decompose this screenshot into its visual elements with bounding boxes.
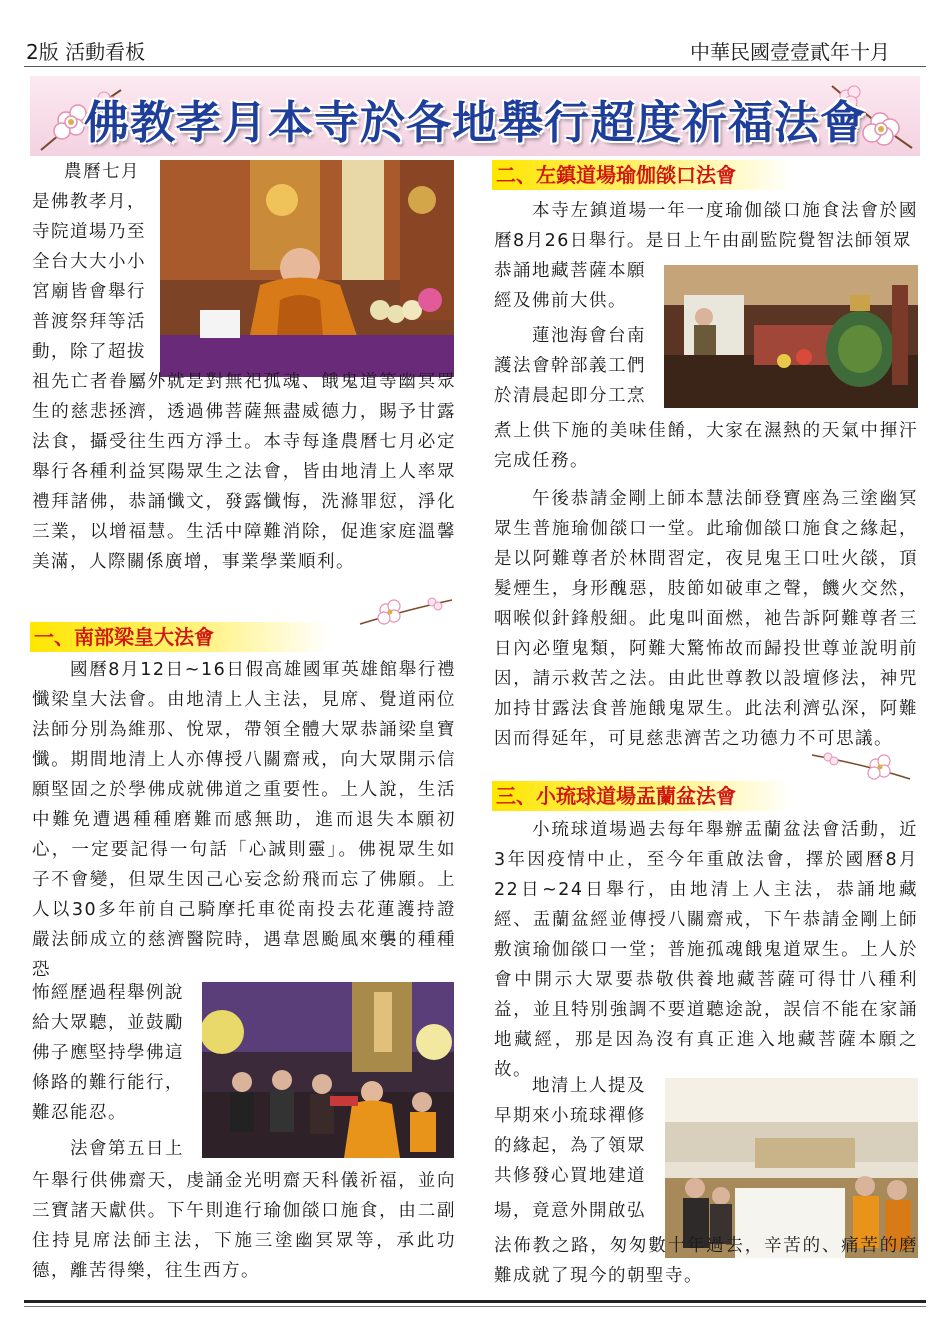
section1-line-3: 佛子應堅持學佛這: [32, 1043, 184, 1063]
section2-paragraph-2: 煮上供下施的美味佳餚，大家在濕熱的天氣中揮汗完成任務。: [494, 421, 918, 471]
section1-line-1: 怖經歷過程舉例說: [32, 983, 184, 1003]
page-title: 佛教孝月本寺於各地舉行超度祈福法會: [83, 96, 866, 149]
intro-line-1: 農曆七月: [64, 162, 140, 182]
flower-divider-icon: [356, 590, 456, 630]
section1-paragraph-1: 國曆8月12日~16日假高雄國軍英雄館舉行禮懺梁皇大法會。由地清上人主法，見席、覺道兩位法師分別為維那、悅眾，帶領全體大眾恭誦梁皇寶懺。期間地清上人亦傳授八關齋戒，向大眾開示信願堅固之於學佛成就佛道之重要性。上人說，生活中難免遭遇種種磨難而感無助，進而退失本願初心，一定要記得一句話「心誠則靈」。佛視眾生如子不會變，但眾生因己心妄念紛飛而忘了佛願。上人以30多年前自己騎摩托車從南投去花蓮護持證嚴法師成立的慈濟醫院時，遇韋恩颱風來襲的種種恐: [32, 660, 456, 980]
page-section-label: 2版 活動看板: [26, 40, 146, 64]
flower-divider-icon: [806, 743, 914, 783]
title-banner: [30, 76, 920, 156]
section2-line-1: 恭誦地藏菩薩本願: [494, 261, 646, 281]
section2-paragraph-3: 午後恭請金剛上師本慧法師登寶座為三塗幽冥眾生普施瑜伽燄口一堂。此瑜伽燄口施食之緣起，是以阿難尊者於林間習定，夜見鬼王口吐火燄，頂髮煙生，身形醜惡，肢節如破車之聲，饑火交然，咽喉似針鋒般細。此鬼叫面燃，祂告訴阿難尊者三日內必墮鬼類，阿難大驚怖故而歸投世尊並說明前因，請示救苦之法。由此世尊教以設壇修法，神咒加持甘露法食普施餓鬼眾生。此法利濟弘深，阿難因而得延年，可見慈悲濟苦之功德力不可思議。: [494, 489, 918, 749]
intro-line-7: 動，除了超拔: [32, 342, 146, 362]
section1-line-5: 難忍能忍。: [32, 1103, 127, 1123]
altar-vessel-icon: [664, 265, 918, 408]
footer-divider-thin: [24, 1306, 926, 1307]
header-divider: [24, 66, 926, 67]
intro-line-2: 是佛教孝月，: [32, 192, 146, 212]
altar-photo: [664, 265, 918, 408]
section-heading-liuqiu: 三、小琉球道場盂蘭盆法會: [492, 781, 792, 811]
section3-line-3: 的緣起，為了領眾: [494, 1136, 646, 1156]
footer-divider: [24, 1300, 926, 1303]
section2-line-4: 護法會幹部義工們: [494, 356, 646, 376]
section1-line-2: 給大眾聽，並鼓勵: [32, 1013, 184, 1033]
section-heading-southern: 一、南部梁皇大法會: [30, 622, 330, 652]
section2-line-2: 經及佛前大供。: [494, 291, 627, 311]
section3-line-5: 場，竟意外開啟弘: [494, 1201, 646, 1221]
section1-line-4: 條路的難行能行，: [32, 1073, 184, 1093]
master-reciting-icon: [160, 160, 454, 377]
section1-line-6: 法會第五日上: [70, 1139, 184, 1159]
intro-line-5: 宮廟皆會舉行: [32, 282, 146, 302]
section3-paragraph-1: 小琉球道場過去每年舉辦盂蘭盆法會活動，近3年因疫情中止，至今年重啟法會，擇於國曆8月22日~24日舉行，由地清上人主法，恭誦地藏經、盂蘭盆經並傳授八關齋戒，下午恭請金剛上師敷演瑜伽燄口一堂；普施孤魂餓鬼道眾生。上人於會中開示大眾要恭敬供養地藏菩薩可得廿八種利益，並且特別強調不要道聽途說，誤信不能在家誦地藏經，那是因為沒有真正進入地藏菩薩本願之故。: [494, 820, 918, 1080]
section1-paragraph-3: 午舉行供佛齋天，虔誦金光明齋天科儀祈福，並向三寶諸天獻供。下午則進行瑜伽燄口施食，由二副住持見席法師主法，下施三塗幽冥眾等，承此功德，離苦得樂，往生西方。: [32, 1171, 456, 1281]
section2-line-3: 蓮池海會台南: [532, 326, 646, 346]
intro-line-4: 全台大大小小: [32, 252, 146, 272]
ceremony-offering-icon: [202, 982, 454, 1158]
section-heading-zuozhen: 二、左鎮道場瑜伽燄口法會: [492, 160, 792, 190]
section3-paragraph-3: 法佈教之路，匆匆數十年過去，辛苦的、痛苦的磨難成就了現今的朝聖寺。: [494, 1236, 918, 1286]
section3-line-1: 地清上人提及: [532, 1076, 646, 1096]
section2-line-5: 於清晨起即分工烹: [494, 386, 646, 406]
intro-line-3: 寺院道場乃至: [32, 222, 146, 242]
section3-line-4: 共修發心買地建道: [494, 1166, 646, 1186]
offering-photo: [202, 982, 454, 1158]
section3-line-2: 早期來小琉球禪修: [494, 1106, 646, 1126]
intro-paragraph: 祖先亡者眷屬外就是對無祀孤魂、餓鬼道等幽冥眾生的慈悲拯濟，透過佛菩薩無盡威德力，賜予甘露法食，攝受往生西方淨土。本寺每逢農曆七月必定舉行各種利益冥陽眾生之法會，皆由地清上人率眾禮拜諸佛，恭誦懺文，發露懺悔，洗滌罪愆，淨化三業，以增福慧。生活中障難消除，促進家庭溫馨美滿，人際關係廣增，事業學業順利。: [32, 372, 456, 572]
master-photo: [160, 160, 454, 377]
issue-date: 中華民國壹壹貳年十月: [690, 40, 890, 64]
section2-paragraph-1: 本寺左鎮道場一年一度瑜伽燄口施食法會於國曆8月26日舉行。是日上午由副監院覺智法師領眾: [494, 201, 918, 251]
intro-line-6: 普渡祭拜等活: [32, 312, 146, 332]
